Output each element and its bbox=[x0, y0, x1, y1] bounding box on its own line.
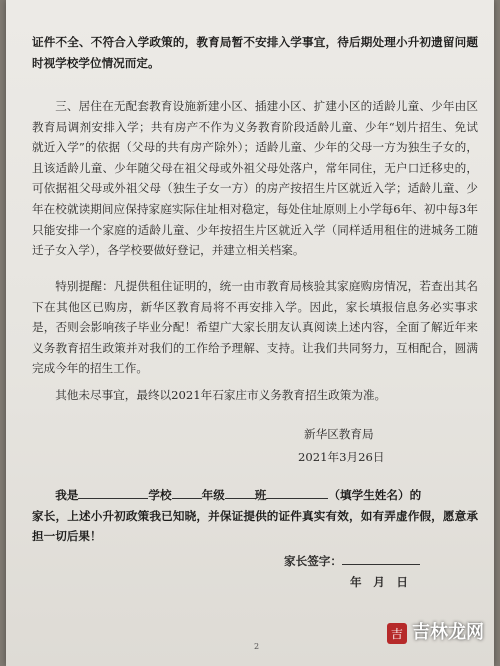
school-blank[interactable] bbox=[78, 486, 148, 499]
watermark-logo-icon: 吉 bbox=[387, 623, 407, 644]
issue-date: 2021年3月26日 bbox=[298, 450, 385, 464]
special-reminder-paragraph: 特别提醒：凡提供租住证明的，统一由市教育局核验其家庭购房情况，若查出其名下在其他区已购房，新华区教育局将不再安排入学。因此，家长填报信息务必实事求是，否则会影响孩子毕业分配！希望广大家长朋友认真阅读上述内容，全面了解近年来义务教育招生政策并对我们的工作给予理解、支持。让我们共同努力，互相配合，圆满完成今年的招生工作。 bbox=[32, 279, 478, 376]
pledge-text-rest: 家长，上述小升初政策我已知晓，并保证提供的证件真实有效，如有弄虚作假，愿意承担一切后果！ bbox=[32, 508, 478, 544]
class-blank[interactable] bbox=[225, 486, 255, 499]
signature-label: 家长签字： bbox=[284, 554, 342, 568]
signature-line bbox=[284, 552, 420, 569]
section-three-paragraph: 三、居住在无配套教育设施新建小区、插建小区、扩建小区的适龄儿童、少年由区教育局调剂安排入学；共有房产不作为义务教育阶段适龄儿童、少年“划片招生、免试就近入学”的依据（父母的共有房产除外）；适龄儿童、少年的父母一方为独生子女的，且该适龄儿童、少年随父母在祖父母或外祖父母处落户，常年同住，无户口迁移史的，可依据祖父母或外祖父母（独生子女一方）的房产按招生片区就近入学；适龄儿童、少年在校就读期间应保持家庭实际住址相对稳定，每处住址原则上小学每6年、初中每3年只能安排一个家庭的适龄儿童、少年按招生片区就近入学（同样适用租住的进城务工随迁子女入学），各学校要做好登记，并建立相关档案。 bbox=[32, 99, 478, 258]
issuing-organization: 新华区教育局 bbox=[304, 427, 374, 441]
pledge-text-2: 学校 bbox=[148, 488, 172, 502]
page-number: 2 bbox=[254, 642, 260, 651]
other-matters-paragraph: 其他未尽事宜，最终以2021年石家庄市义务教育招生政策为准。 bbox=[55, 388, 387, 402]
pledge-text-5: （填学生姓名）的 bbox=[328, 488, 422, 502]
site-watermark bbox=[387, 618, 484, 644]
student-name-blank[interactable] bbox=[266, 486, 328, 499]
signature-blank[interactable] bbox=[342, 552, 420, 565]
pledge-text-4: 班 bbox=[254, 488, 267, 502]
pledge-text-1: 我是 bbox=[55, 488, 79, 502]
grade-blank[interactable] bbox=[172, 486, 202, 499]
parent-pledge bbox=[32, 485, 478, 547]
pledge-text-3: 年级 bbox=[201, 488, 225, 502]
watermark-text: 吉林龙网 bbox=[412, 622, 484, 643]
intro-paragraph: 证件不全、不符合入学政策的，教育局暂不安排入学事宜，待后期处理小升初遗留问题时视学校学位情况而定。 bbox=[32, 35, 478, 70]
document-page bbox=[6, 0, 494, 666]
signature-date: 年 月 日 bbox=[350, 575, 408, 589]
